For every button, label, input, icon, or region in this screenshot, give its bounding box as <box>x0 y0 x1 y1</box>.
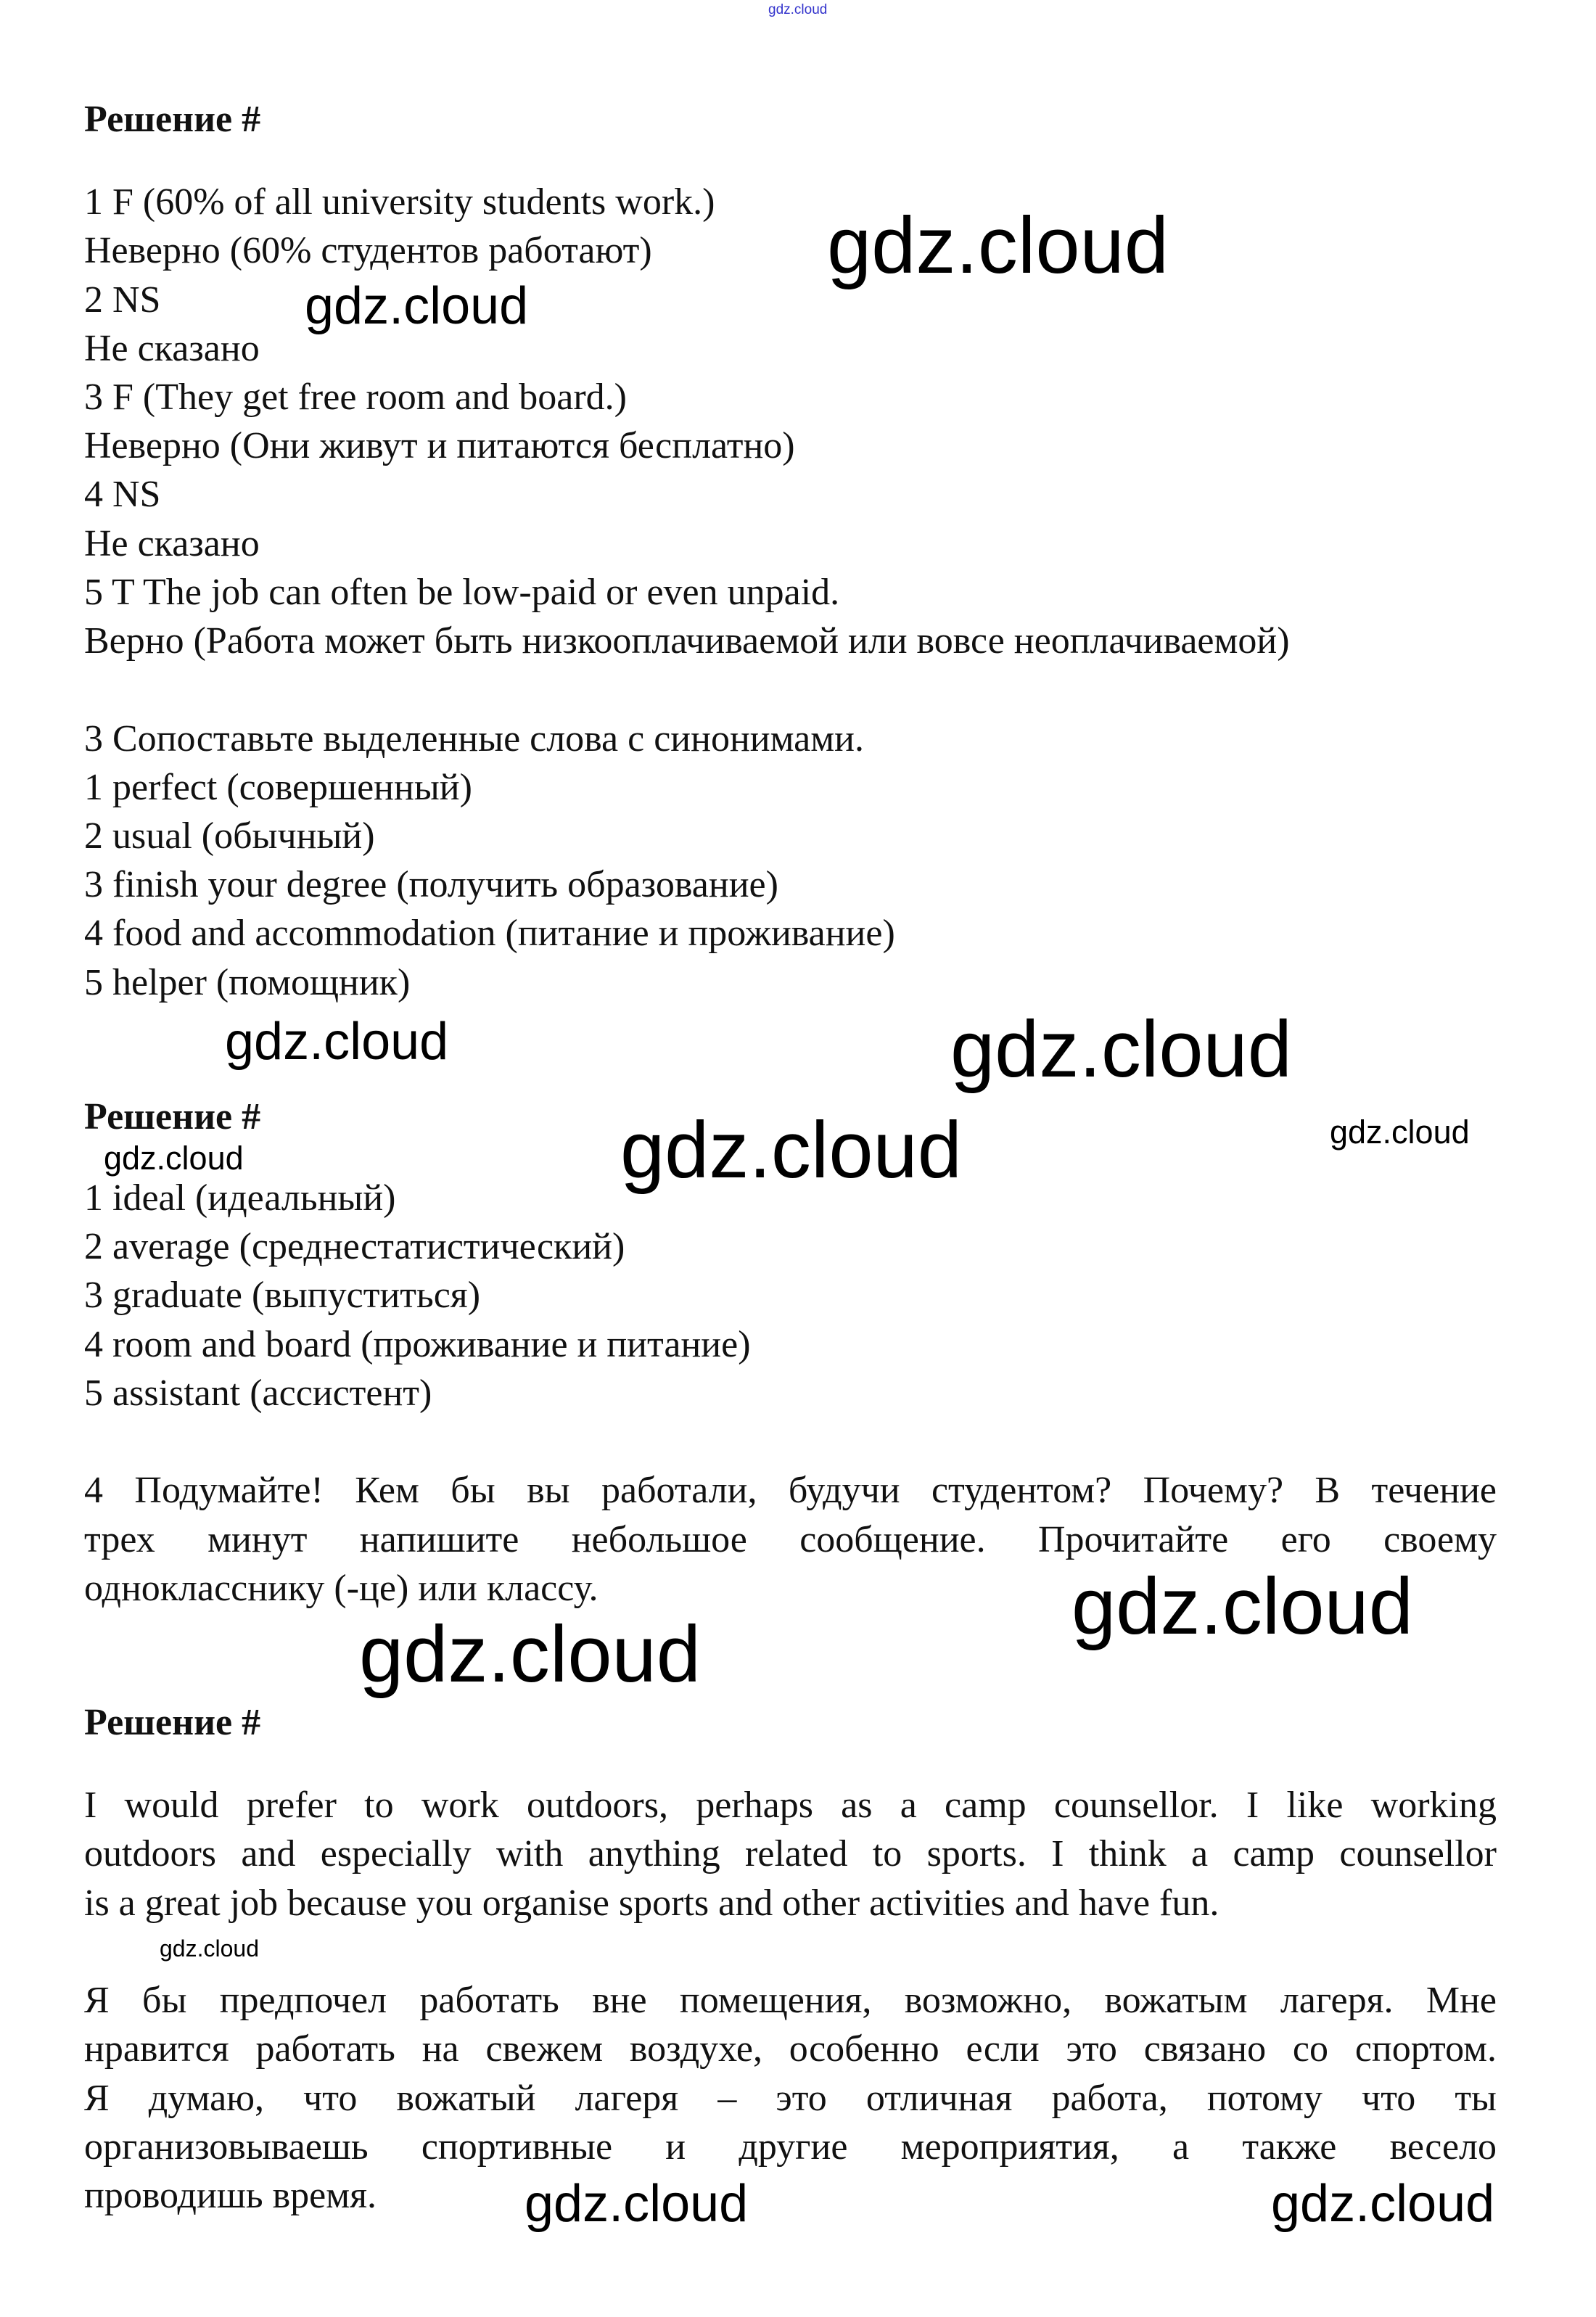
answer-line: 1 F (60% of all university students work.) <box>84 181 715 223</box>
watermark: gdz.cloud <box>620 1106 962 1195</box>
russian-answer-line: нравится работать на свежем воздухе, особенно если это связано со спортом. <box>84 2028 1497 2070</box>
answer-line: Неверно (60% студентов работают) <box>84 230 652 271</box>
watermark: gdz.cloud <box>305 277 529 335</box>
answer-line: Не сказано <box>84 523 260 564</box>
russian-answer-line: проводишь время. <box>84 2175 377 2216</box>
watermark: gdz.cloud <box>950 1005 1292 1094</box>
watermark: gdz.cloud <box>359 1610 701 1699</box>
answer-line: Не сказано <box>84 328 260 369</box>
watermark: gdz.cloud <box>1271 2175 1495 2233</box>
synonym-line: 5 helper (помощник) <box>84 962 411 1003</box>
synonym-answer-line: 5 assistant (ассистент) <box>84 1372 432 1414</box>
synonym-answer-line: 4 room and board (проживание и питание) <box>84 1324 751 1365</box>
solution-heading-2: Решение # <box>84 1096 261 1137</box>
task-4-line: трех минут напишите небольшое сообщение. Прочитайте его своему <box>84 1519 1497 1560</box>
answer-line: 4 NS <box>84 474 161 515</box>
russian-answer-line: организовываешь спортивные и другие мероприятия, а также весело <box>84 2126 1497 2168</box>
russian-answer-line: Я бы предпочел работать вне помещения, возможно, вожатым лагеря. Мне <box>84 1980 1497 2021</box>
synonym-line: 1 perfect (совершенный) <box>84 767 472 808</box>
solution-heading-3: Решение # <box>84 1702 261 1743</box>
synonym-line: 2 usual (обычный) <box>84 815 375 857</box>
watermark: gdz.cloud <box>225 1013 449 1071</box>
task-3-title: 3 Сопоставьте выделенные слова с синонимами. <box>84 718 864 760</box>
task-4-line: 4 Подумайте! Кем бы вы работали, будучи студентом? Почему? В течение <box>84 1470 1497 1511</box>
top-site-link[interactable]: gdz.cloud <box>768 2 828 17</box>
task-4-line: однокласснику (-це) или классу. <box>84 1568 598 1609</box>
answer-line: 2 NS <box>84 279 161 321</box>
russian-answer-line: Я думаю, что вожатый лагеря – это отличная работа, потому что ты <box>84 2078 1497 2119</box>
watermark: gdz.cloud <box>1330 1114 1470 1151</box>
synonym-line: 3 finish your degree (получить образование) <box>84 864 778 905</box>
english-answer-line: is a great job because you organise sports and other activities and have fun. <box>84 1882 1219 1924</box>
synonym-line: 4 food and accommodation (питание и проживание) <box>84 913 895 954</box>
watermark: gdz.cloud <box>1071 1562 1413 1651</box>
answer-line: 5 T The job can often be low-paid or even unpaid. <box>84 572 840 613</box>
answer-line: Неверно (Они живут и питаются бесплатно) <box>84 425 795 466</box>
solution-heading-1: Решение # <box>84 99 261 140</box>
answer-line: Верно (Работа может быть низкооплачиваемой или вовсе неоплачиваемой) <box>84 620 1290 662</box>
synonym-answer-line: 2 average (среднестатистический) <box>84 1226 625 1267</box>
synonym-answer-line: 3 graduate (выпуститься) <box>84 1275 481 1316</box>
english-answer-line: outdoors and especially with anything related to sports. I think a camp counsellor <box>84 1833 1497 1874</box>
english-answer-line: I would prefer to work outdoors, perhaps as a camp counsellor. I like working <box>84 1785 1497 1826</box>
watermark: gdz.cloud <box>160 1935 259 1962</box>
watermark: gdz.cloud <box>104 1140 244 1177</box>
synonym-answer-line: 1 ideal (идеальный) <box>84 1177 396 1219</box>
watermark: gdz.cloud <box>827 201 1169 290</box>
watermark: gdz.cloud <box>525 2175 749 2233</box>
answer-line: 3 F (They get free room and board.) <box>84 376 627 418</box>
